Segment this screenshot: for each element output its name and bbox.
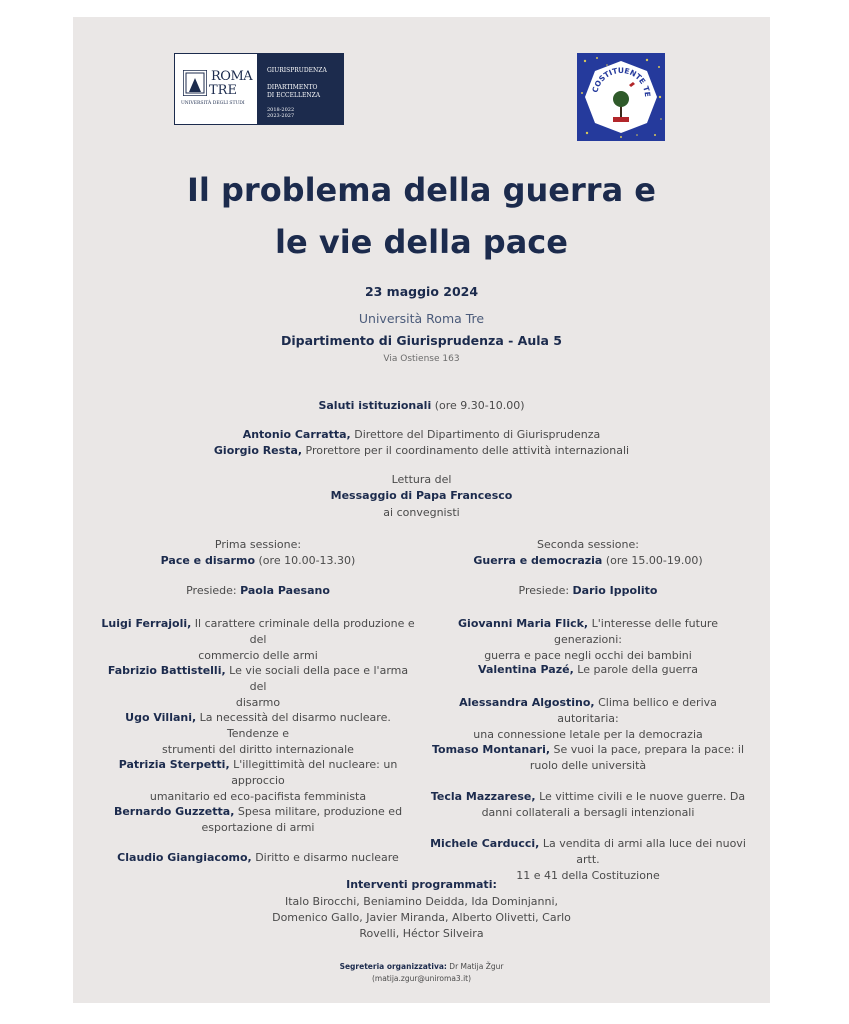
talk-title-l2: una connessione letale per la democrazia xyxy=(473,728,703,741)
talk-title-l2: guerra e pace negli occhi dei bambini xyxy=(484,649,692,662)
title-line-1: Il problema della guerra e xyxy=(186,171,656,209)
logo-sub: UNIVERSITÀ DEGLI STUDI xyxy=(181,101,245,106)
s1-talk-6 xyxy=(98,851,418,864)
talk-title-l1: Se vuoi la pace, prepara la pace: il xyxy=(550,743,745,756)
segreteria-label: Segreteria organizzativa: xyxy=(339,962,447,971)
chair-label: Presiede: xyxy=(186,584,241,597)
talk-title-l2: umanitario ed eco-pacifista femminista xyxy=(149,790,367,803)
saluti-time: (ore 9.30-10.00) xyxy=(431,399,525,412)
lettura-line-1: Lettura del xyxy=(391,473,452,486)
event-department: Dipartimento di Giurisprudenza - Aula 5 xyxy=(281,333,562,348)
costituente-terra-logo xyxy=(577,53,665,141)
chair-name: Dario Ippolito xyxy=(572,584,658,597)
talk-title-l2: danni collaterali a bersagli intenzionali xyxy=(481,806,695,819)
costituente-terra-emblem xyxy=(577,53,665,141)
talk-title-l1: Diritto e disarmo nucleare xyxy=(251,851,399,864)
session2-title-text: Guerra e democrazia xyxy=(473,554,603,567)
talk-title-l2: ruolo delle università xyxy=(529,759,647,772)
session1-label: Prima sessione: xyxy=(214,538,302,551)
talk-title-l1: Spesa militare, produzione ed xyxy=(234,805,403,818)
talk-title-l1: Le vie sociali della pace e l'arma del xyxy=(225,664,409,693)
speaker-role: Direttore del Dipartimento di Giurisprudenza xyxy=(350,428,601,441)
s1-talk-1 xyxy=(98,616,418,664)
talk-title-l1: L'interesse delle future generazioni: xyxy=(553,617,718,646)
segreteria-name: Dr Matija Žgur xyxy=(446,962,504,971)
title-line-2: le vie della pace xyxy=(275,223,568,261)
interventi-line-2: Domenico Gallo, Javier Miranda, Alberto Olivetti, Carlo xyxy=(272,911,571,924)
session2-title xyxy=(428,554,748,567)
logo-dip2: DI ECCELLENZA xyxy=(267,92,321,99)
lettura-line-2: Messaggio di Papa Francesco xyxy=(330,489,513,502)
session2-label: Seconda sessione: xyxy=(537,538,639,551)
logo-roma: ROMA xyxy=(211,69,253,84)
s1-talk-5 xyxy=(98,804,418,836)
session1-chair xyxy=(98,584,418,597)
saluti-heading xyxy=(73,399,770,412)
saluti-speaker-1 xyxy=(73,428,770,441)
logo-tre: TRE xyxy=(209,83,237,98)
s1-talk-2 xyxy=(98,663,418,711)
talk-speaker: Tecla Mazzarese, xyxy=(430,790,536,803)
speaker-role: Prorettore per il coordinamento delle attività internazionali xyxy=(302,444,630,457)
talk-title-l1: Clima bellico e deriva autoritaria: xyxy=(557,696,717,725)
s2-talk-3 xyxy=(428,695,748,743)
talk-title-l2: esportazione di armi xyxy=(201,821,315,834)
talk-title-l2: strumenti del diritto internazionale xyxy=(162,743,354,756)
talk-speaker: Fabrizio Battistelli, xyxy=(107,664,226,677)
talk-speaker: Valentina Pazé, xyxy=(478,663,574,676)
s2-talk-5 xyxy=(428,789,748,821)
talk-title-l1: Le vittime civili e le nuove guerre. Da xyxy=(535,790,746,803)
speaker-name: Antonio Carratta, xyxy=(242,428,351,441)
talk-title-l1: La vendita di armi alla luce dei nuovi artt. xyxy=(539,837,746,866)
talk-title-l1: La necessità del disarmo nucleare. Tendenze e xyxy=(196,711,391,740)
s1-talk-4 xyxy=(98,757,418,805)
talk-speaker: Claudio Giangiacomo, xyxy=(117,851,252,864)
s2-talk-4 xyxy=(428,742,748,774)
event-date: 23 maggio 2024 xyxy=(364,284,479,299)
interventi-line-1: Italo Birocchi, Beniamino Deidda, Ida Dominjanni, xyxy=(284,895,559,908)
event-university: Università Roma Tre xyxy=(358,311,485,326)
chair-name: Paola Paesano xyxy=(240,584,330,597)
session1-time: (ore 10.00-13.30) xyxy=(255,554,356,567)
saluti-speaker-2 xyxy=(73,444,770,457)
interventi-line-3: Rovelli, Héctor Silveira xyxy=(359,927,484,940)
session1-title-text: Pace e disarmo xyxy=(160,554,256,567)
talk-title-l2: commercio delle armi xyxy=(198,649,318,662)
s2-talk-6 xyxy=(428,836,748,884)
ct-logo-text: COSTITUENTE TE xyxy=(590,65,653,98)
logo-year2: 2023-2027 xyxy=(267,113,295,119)
saluti-heading-label: Saluti istituzionali xyxy=(318,399,432,412)
event-address: Via Ostiense 163 xyxy=(383,354,460,364)
logo-dip1: DIPARTIMENTO xyxy=(267,84,318,91)
arch-icon xyxy=(183,70,207,96)
s2-talk-1 xyxy=(428,616,748,664)
talk-speaker: Tomaso Montanari, xyxy=(431,743,551,756)
logo-giurisprudenza: GIURISPRUDENZA xyxy=(267,67,327,74)
s2-talk-2 xyxy=(428,663,748,676)
roma-tre-logo xyxy=(174,53,344,125)
lettura-line-3: ai convegnisti xyxy=(383,506,460,519)
talk-title-l1: Le parole della guerra xyxy=(573,663,698,676)
talk-speaker: Ugo Villani, xyxy=(125,711,197,724)
talk-speaker: Luigi Ferrajoli, xyxy=(101,617,192,630)
logo-year1: 2018-2022 xyxy=(267,107,295,113)
s1-talk-3 xyxy=(98,710,418,758)
segreteria xyxy=(73,962,770,971)
interventi-heading: Interventi programmati: xyxy=(346,878,497,891)
talk-speaker: Michele Carducci, xyxy=(430,837,540,850)
talk-speaker: Bernardo Guzzetta, xyxy=(113,805,235,818)
talk-speaker: Patrizia Sterpetti, xyxy=(118,758,230,771)
segreteria-email: (matija.zgur@uniroma3.it) xyxy=(371,974,472,983)
session2-chair xyxy=(428,584,748,597)
session2-time: (ore 15.00-19.00) xyxy=(602,554,703,567)
talk-title-l1: L'illegittimità del nucleare: un approccio xyxy=(229,758,398,787)
session1-title xyxy=(98,554,418,567)
talk-title-l1: Il carattere criminale della produzione e del xyxy=(191,617,415,646)
talk-title-l2: 11 e 41 della Costituzione xyxy=(516,869,660,882)
chair-label: Presiede: xyxy=(518,584,573,597)
talk-speaker: Giovanni Maria Flick, xyxy=(458,617,589,630)
poster xyxy=(73,17,770,1003)
talk-speaker: Alessandra Algostino, xyxy=(459,696,595,709)
talk-title-l2: disarmo xyxy=(235,696,281,709)
speaker-name: Giorgio Resta, xyxy=(213,444,303,457)
